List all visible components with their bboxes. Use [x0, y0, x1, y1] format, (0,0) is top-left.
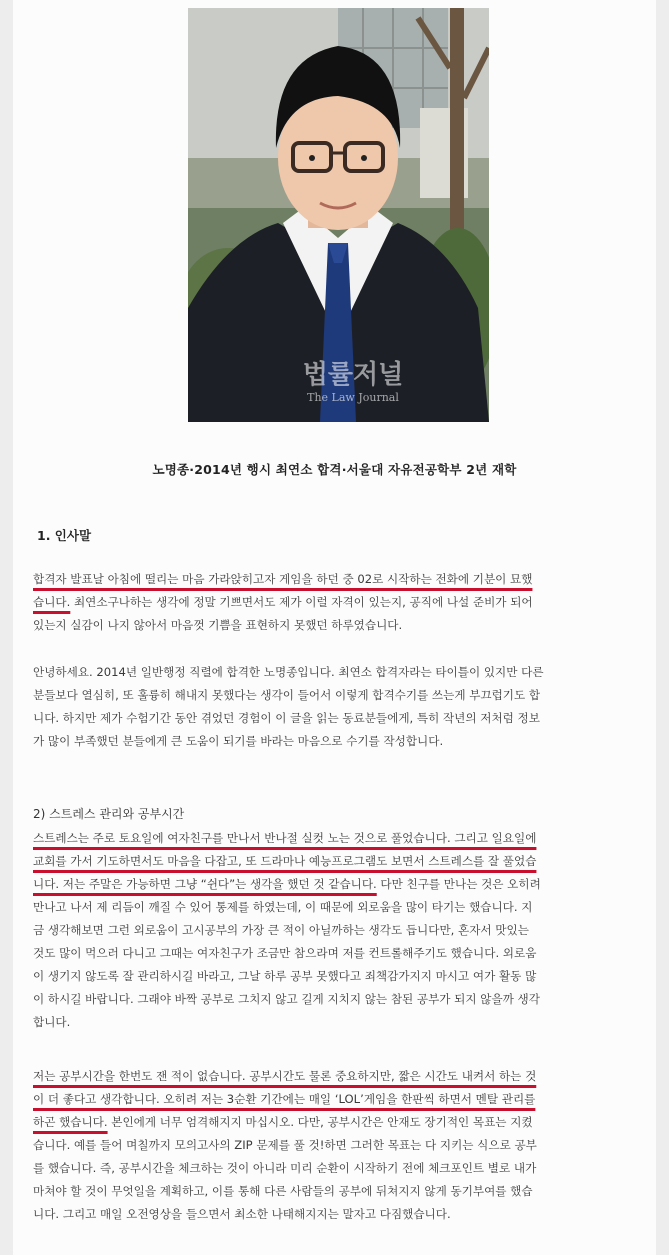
photo-caption: 노명종·2014년 행시 최연소 합격·서울대 자유전공학부 2년 재학 — [152, 462, 517, 477]
text-line: 만나고 나서 제 리듬이 깨질 수 있어 통제를 하였는데, 이 때문에 외로움을 많이 타기는 했습니다. 지 — [33, 900, 533, 914]
text-line: 를 했습니다. 즉, 공부시간을 체크하는 것이 아니라 미리 순환이 시작하기 전에 체크포인트 별로 내가 — [33, 1161, 537, 1175]
section1-paragraph1 — [33, 568, 643, 637]
text-line: 저는 공부시간을 한번도 잰 적이 없습니다. 공부시간도 물론 중요하지만, 짧은 시간도 내켜서 하는 것 — [33, 1069, 537, 1083]
text-line: 있는지 실감이 나지 않아서 마음껏 기쁨을 표현하지 못했던 하루였습니다. — [33, 618, 403, 632]
watermark-main: 법률저널 — [302, 360, 404, 390]
section2-heading: 2) 스트레스 관리와 공부시간 — [33, 807, 185, 821]
text-line: 습니다. 예를 들어 며칠까지 모의고사의 ZIP 문제를 풀 것!하면 그러한 목표는 다 지키는 식으로 공부 — [33, 1138, 537, 1152]
text-line: 합니다. — [33, 1015, 71, 1029]
text-line: 스트레스는 주로 토요일에 여자친구를 만나서 반나절 실컷 노는 것으로 풀었습니다. 그리고 일요일에 — [33, 831, 537, 845]
photo-illustration — [188, 8, 489, 422]
text-line — [33, 873, 643, 896]
profile-photo — [188, 8, 489, 422]
text-fragment: 최연소구나하는 생각에 정말 기쁘면서도 제가 이럴 자격이 있는지, 공직에 나설 준비가 되어 — [70, 595, 533, 609]
underlined-fragment: 습니다. — [33, 595, 71, 609]
underlined-fragment: 니다. 저는 주말은 가능하면 그냥 “쉰다”는 생각을 했던 것 같습니다. — [33, 877, 377, 891]
watermark-sub: The Law Journal — [307, 391, 399, 404]
section2-paragraph1 — [33, 827, 643, 1034]
section2-paragraph2 — [33, 1065, 643, 1226]
text-line: 분들보다 열심히, 또 훌륭히 해내지 못했다는 생각이 들어서 이렇게 합격수기를 쓰는게 부끄럽기도 합 — [33, 688, 541, 702]
text-fragment: 본인에게 너무 엄격해지지 마십시오. 다만, 공부시간은 안재도 장기적인 목표는 지켰 — [107, 1115, 533, 1129]
text-line: 금 생각해보면 그런 외로움이 고시공부의 가장 큰 적이 아닐까하는 생각도 듭니다만, 혼자서 맛있는 — [33, 923, 529, 937]
section1-paragraph2 — [33, 661, 643, 753]
text-line: 이 하시길 바랍니다. 그래야 바짝 공부로 그치지 않고 길게 지치지 않는 참된 공부가 되지 않을까 생각 — [33, 992, 540, 1006]
text-line: 합격자 발표날 아침에 떨리는 마음 가라앉히고자 게임을 하던 중 02로 시작하는 전화에 기분이 묘했 — [33, 572, 533, 586]
section1-heading: 1. 인사말 — [37, 528, 92, 543]
text-line: 안녕하세요. 2014년 일반행정 직렬에 합격한 노명종입니다. 최연소 합격자라는 타이틀이 있지만 다른 — [33, 665, 544, 679]
text-line: 니다. 그리고 매일 오전영상을 들으면서 최소한 나태해지지는 말자고 다짐했습니다. — [33, 1207, 451, 1221]
text-line: 가 많이 부족했던 분들에게 큰 도움이 되기를 바라는 마음으로 수기를 작성합니다. — [33, 734, 444, 748]
text-line: 것도 많이 먹으러 다니고 그때는 여자친구가 조금만 참으라며 저를 컨트롤해주기도 했습니다. 외로움 — [33, 946, 537, 960]
text-line: 교회를 가서 기도하면서도 마음을 다잡고, 또 드라마나 예능프로그램도 보면서 스트레스를 잘 풀었습 — [33, 854, 537, 868]
text-line: 이 더 좋다고 생각합니다. 오히려 저는 3순환 기간에는 매일 ‘LOL’게임을 한판씩 하면서 멘탈 관리를 — [33, 1092, 536, 1106]
underlined-fragment: 하곤 했습니다. — [33, 1115, 108, 1129]
text-line — [33, 591, 643, 614]
text-line: 이 생기지 않도록 잘 관리하시길 바라고, 그날 하루 공부 못했다고 죄책감가지지 마시고 여가 활동 많 — [33, 969, 537, 983]
article-page — [13, 0, 656, 1255]
text-line — [33, 1111, 643, 1134]
text-line: 마쳐야 할 것이 무엇일을 계획하고, 이를 통해 다른 사람들의 공부에 뒤쳐지지 않게 동기부여를 했습 — [33, 1184, 533, 1198]
text-fragment: 다만 친구를 만나는 것은 오히려 — [376, 877, 541, 891]
text-line: 니다. 하지만 제가 수험기간 동안 겪었던 경험이 이 글을 읽는 동료분들에게, 특히 작년의 저처럼 정보 — [33, 711, 540, 725]
